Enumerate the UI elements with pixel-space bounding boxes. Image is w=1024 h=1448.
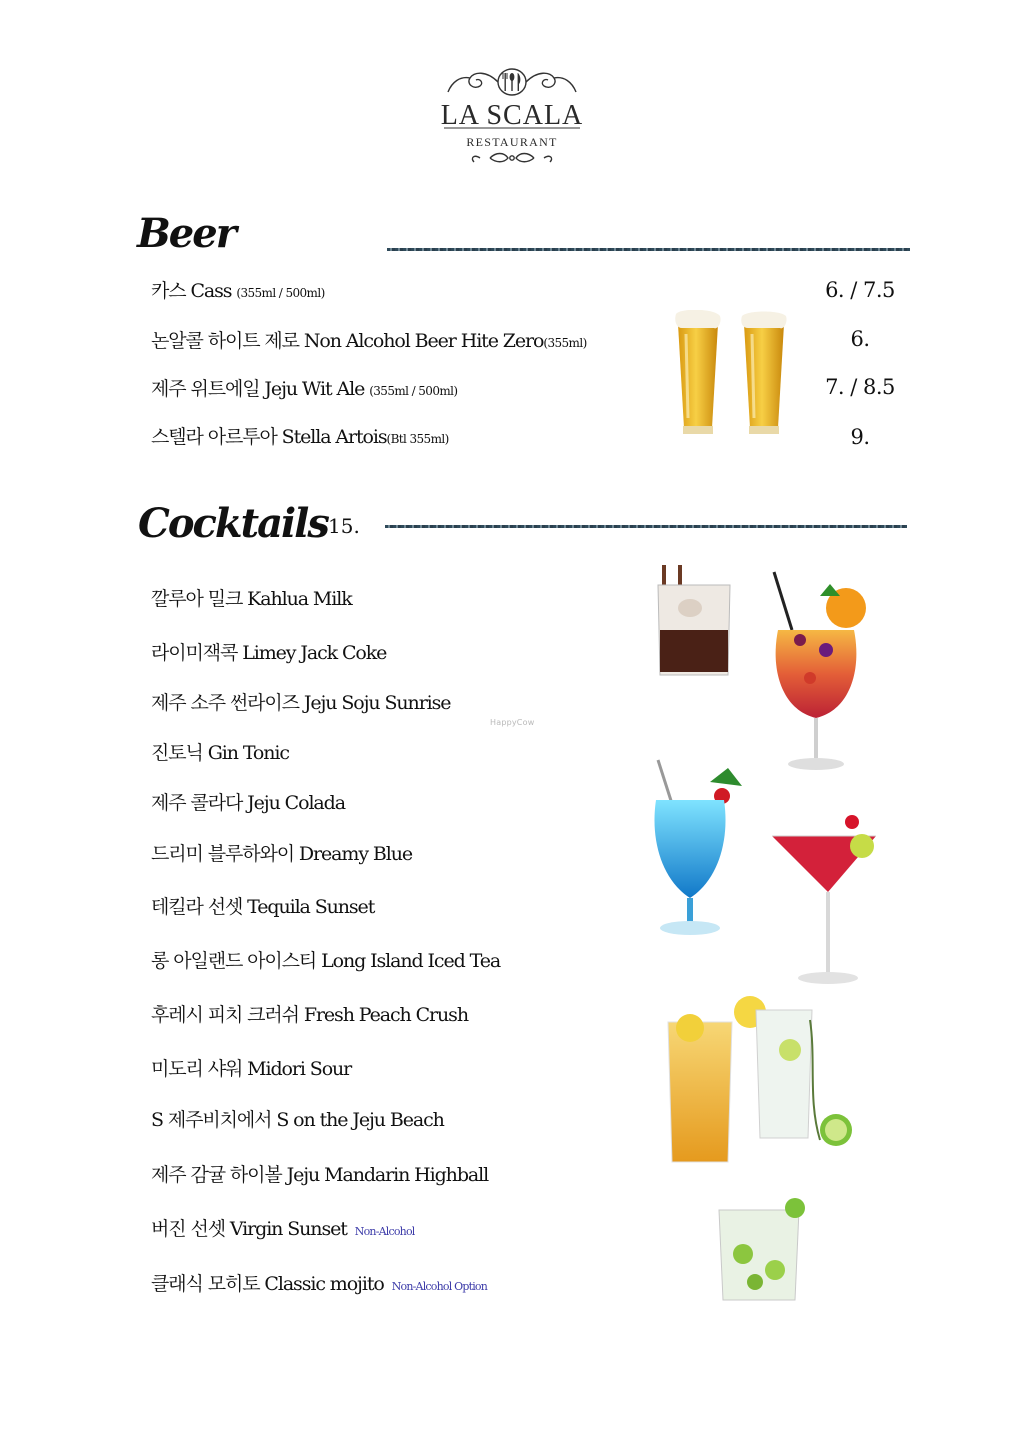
cocktails-section-title: Cocktails [138,500,328,547]
cocktail-item-midori-sour: 미도리 샤워 Midori Sour [151,1058,352,1080]
beer-divider [387,248,910,251]
sunrise-goblet-icon [774,572,866,770]
cocktail-glasses-image [640,560,890,990]
beer-item-size: (355ml / 500ml) [369,384,458,398]
cocktail-item-fresh-peach-crush: 후레시 피치 크러쉬 Fresh Peach Crush [151,1004,468,1026]
logo-name: LA SCALA [440,100,584,131]
beer-item-size: (355ml) [543,336,587,350]
beer-item-hite-zero [151,326,587,353]
cocktail-item-name: 버진 선셋 Virgin Sunset [151,1218,347,1240]
beer-item-stella-artois [151,422,449,449]
kahlua-milk-glass-icon [658,565,730,675]
non-alcohol-tag: Non-Alcohol [354,1225,415,1238]
beer-item-size: (355ml / 500ml) [236,286,325,300]
cocktail-item-jeju-mandarin-highball: 제주 감귤 하이볼 Jeju Mandarin Highball [151,1164,489,1186]
cocktail-item-jeju-soju-sunrise: 제주 소주 썬라이즈 Jeju Soju Sunrise [151,692,451,714]
cocktail-item-limey-jack-coke: 라이미잭콕 Limey Jack Coke [151,642,387,664]
beer-price-stella-artois: 9. [850,425,870,449]
beer-item-name: 논알콜 하이트 제로 Non Alcohol Beer Hite Zero [151,330,544,352]
non-alcohol-option-tag: Non-Alcohol Option [391,1280,488,1293]
cocktail-item-name: 클래식 모히토 Classic mojito [151,1273,384,1295]
beer-price-hite-zero: 6. [850,327,870,351]
highball-glasses-image [660,990,860,1180]
cocktail-item-jeju-colada: 제주 콜라다 Jeju Colada [151,792,345,814]
watermark: HappyCow [490,718,535,727]
cocktail-item-gin-tonic: 진토닉 Gin Tonic [151,742,289,764]
cocktail-item-dreamy-blue: 드리미 블루하와이 Dreamy Blue [151,843,413,865]
restaurant-logo [430,62,594,170]
beer-item-name: 제주 위트에일 Jeju Wit Ale [151,378,365,400]
cocktail-item-long-island-iced-tea: 롱 아일랜드 아이스티 Long Island Iced Tea [151,950,501,972]
mojito-glass-image [715,1198,815,1304]
cocktails-price: 15. [328,514,360,538]
beer-section-title: Beer [137,210,235,257]
beer-item-size: (Btl 355ml) [386,432,449,446]
cocktails-divider [385,525,907,528]
logo-subtitle: RESTAURANT [466,135,558,149]
highball-glass-orange-icon [668,996,766,1162]
cocktail-item-s-on-the-jeju-beach: S 제주비치에서 S on the Jeju Beach [151,1109,444,1131]
beer-glass-right-icon [741,312,786,435]
beer-glass-left-icon [675,310,720,434]
cosmopolitan-glass-icon [772,815,876,984]
beer-item-name: 스텔라 아르투아 Stella Artois [151,426,387,448]
beer-item-cass [151,276,325,303]
beer-item-name: 카스 Cass [151,280,232,302]
blue-hawaii-glass-icon [654,760,742,935]
beer-price-cass: 6. / 7.5 [825,278,895,302]
beer-price-jeju-wit-ale: 7. / 8.5 [825,375,895,399]
cocktail-item-tequila-sunset: 테킬라 선셋 Tequila Sunset [151,896,375,918]
highball-glass-clear-icon [756,1010,852,1146]
cocktail-item-kahlua-milk: 깔루아 밀크 Kahlua Milk [151,588,352,610]
cocktail-item-classic-mojito [151,1269,487,1296]
beer-glasses-image [670,310,800,440]
cocktail-item-virgin-sunset [151,1214,415,1241]
beer-item-jeju-wit-ale [151,374,457,401]
